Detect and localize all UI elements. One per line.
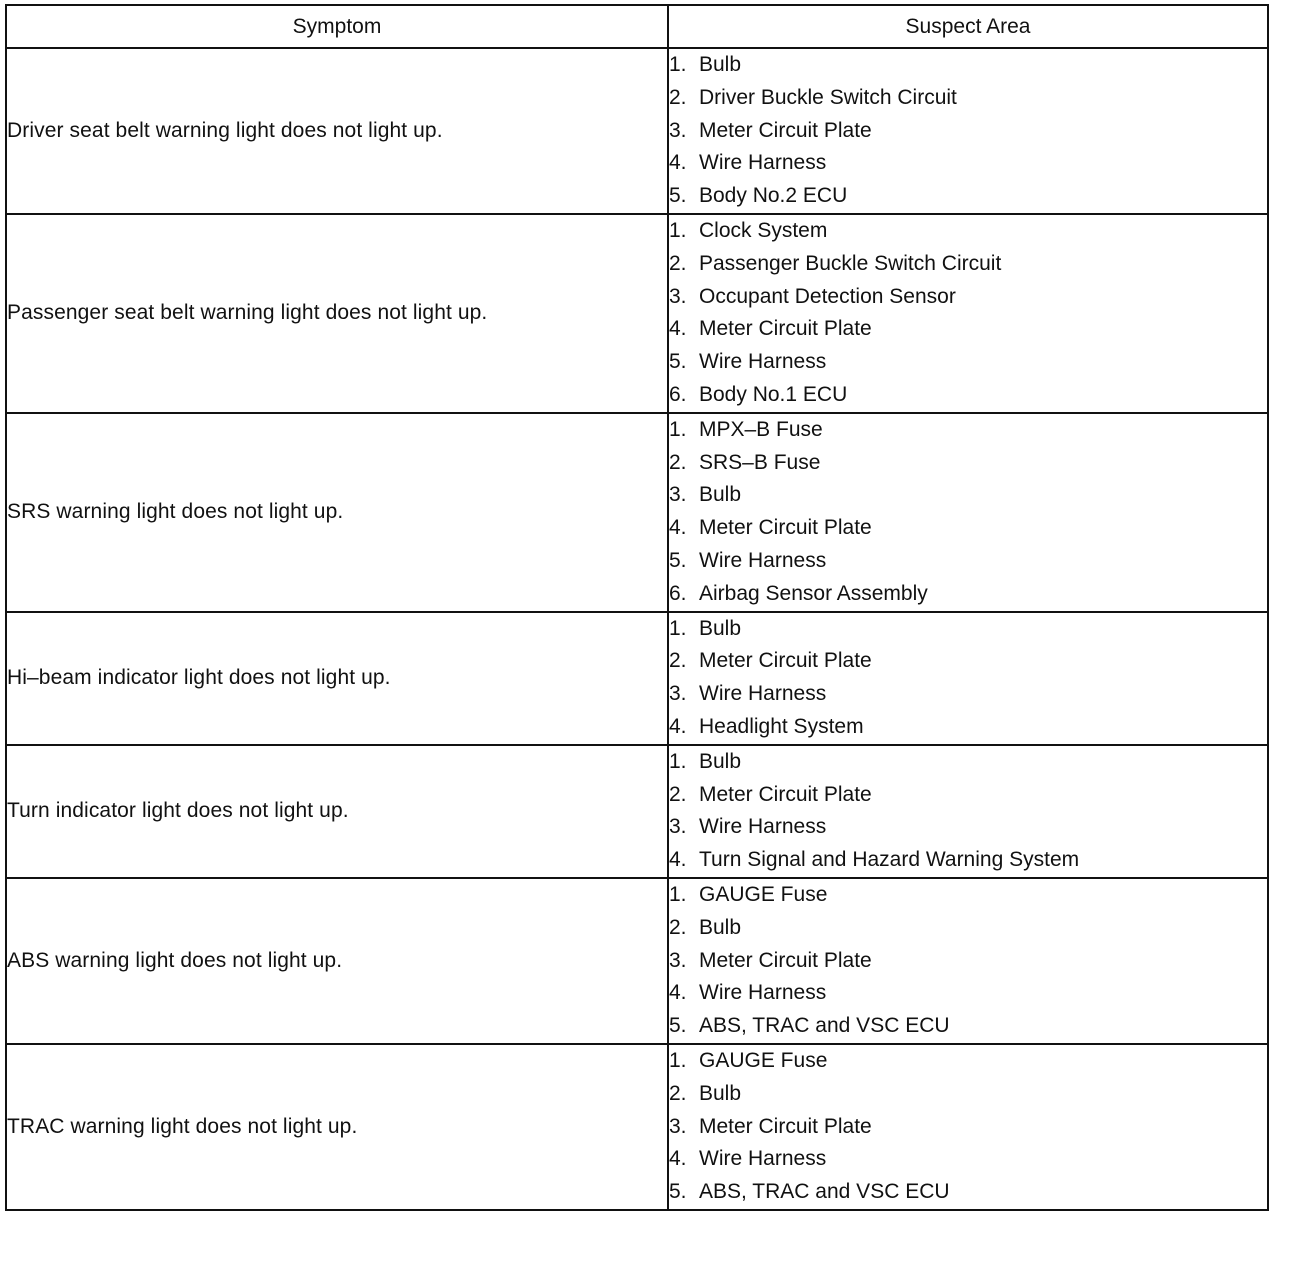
suspect-item [669, 678, 1267, 711]
suspect-area-cell [668, 48, 1268, 214]
suspect-item-text: Turn Signal and Hazard Warning System [699, 848, 1080, 872]
suspect-item [669, 1111, 1267, 1144]
suspect-item [669, 945, 1267, 978]
suspect-item-text: ABS, TRAC and VSC ECU [699, 1014, 950, 1038]
suspect-item-number: 4. [669, 714, 687, 738]
suspect-item-text: Wire Harness [699, 548, 827, 572]
suspect-area-header: Suspect Area [668, 5, 1268, 48]
suspect-item [669, 1010, 1267, 1043]
suspect-item [669, 248, 1267, 281]
suspect-item-text: Wire Harness [699, 151, 827, 175]
suspect-item [669, 447, 1267, 480]
suspect-item [669, 844, 1267, 877]
suspect-item [669, 1078, 1267, 1111]
suspect-item-number: 2. [669, 782, 687, 806]
suspect-item-text: Bulb [699, 1081, 742, 1105]
suspect-item [669, 346, 1267, 379]
table-row [6, 48, 1268, 214]
suspect-item-number: 1. [669, 417, 687, 441]
suspect-item-text: Bulb [699, 483, 742, 507]
suspect-item-number: 4. [669, 317, 687, 341]
suspect-item [669, 281, 1267, 314]
suspect-item-text: SRS–B Fuse [699, 450, 821, 474]
suspect-list [669, 879, 1267, 1043]
table-row [6, 1044, 1268, 1210]
suspect-item-number: 3. [669, 483, 687, 507]
table-header-row [6, 5, 1268, 48]
suspect-item-number: 1. [669, 616, 687, 640]
suspect-item-text: Clock System [699, 218, 828, 242]
suspect-item-text: Bulb [699, 616, 742, 640]
suspect-item [669, 414, 1267, 447]
suspect-item [669, 578, 1267, 611]
suspect-item-number: 1. [669, 53, 687, 76]
suspect-item [669, 811, 1267, 844]
symptom-cell: Passenger seat belt warning light does not light up. [6, 214, 668, 413]
suspect-item-text: GAUGE Fuse [699, 1048, 828, 1072]
suspect-area-cell [668, 745, 1268, 878]
suspect-item-text: Passenger Buckle Switch Circuit [699, 251, 1002, 275]
suspect-item [669, 1045, 1267, 1078]
symptom-cell: ABS warning light does not light up. [6, 878, 668, 1044]
suspect-item [669, 115, 1267, 148]
symptom-cell: Turn indicator light does not light up. [6, 745, 668, 878]
suspect-item-number: 5. [669, 548, 687, 572]
suspect-item [669, 545, 1267, 578]
suspect-area-cell [668, 413, 1268, 612]
suspect-item-text: Occupant Detection Sensor [699, 284, 956, 308]
suspect-item-number: 1. [669, 882, 687, 906]
suspect-item-text: Airbag Sensor Assembly [699, 581, 928, 605]
symptom-cell: Hi–beam indicator light does not light up. [6, 612, 668, 745]
suspect-item-number: 4. [669, 848, 687, 872]
suspect-list [669, 49, 1267, 213]
troubleshooting-table [5, 4, 1269, 1211]
symptom-cell: SRS warning light does not light up. [6, 413, 668, 612]
suspect-item-text: MPX–B Fuse [699, 417, 823, 441]
suspect-item-text: Wire Harness [699, 682, 827, 706]
suspect-item-text: Meter Circuit Plate [699, 948, 872, 972]
suspect-item [669, 479, 1267, 512]
suspect-item-number: 3. [669, 948, 687, 972]
table-row [6, 214, 1268, 413]
suspect-item-number: 3. [669, 815, 687, 839]
suspect-item-text: ABS, TRAC and VSC ECU [699, 1180, 950, 1204]
suspect-item-text: Meter Circuit Plate [699, 782, 872, 806]
suspect-item-number: 3. [669, 118, 687, 142]
suspect-item-number: 3. [669, 1114, 687, 1138]
suspect-item-number: 2. [669, 251, 687, 275]
suspect-item [669, 313, 1267, 346]
suspect-item-text: Headlight System [699, 714, 864, 738]
table-row [6, 413, 1268, 612]
suspect-item-text: Meter Circuit Plate [699, 516, 872, 540]
suspect-item-text: Body No.2 ECU [699, 184, 848, 208]
suspect-item-number: 1. [669, 218, 687, 242]
suspect-item-text: Meter Circuit Plate [699, 118, 872, 142]
suspect-item-number: 2. [669, 450, 687, 474]
suspect-item-number: 6. [669, 382, 687, 406]
table-row [6, 612, 1268, 745]
suspect-item-number: 5. [669, 1014, 687, 1038]
suspect-item-text: Bulb [699, 53, 742, 76]
suspect-item [669, 746, 1267, 779]
suspect-area-cell [668, 214, 1268, 413]
suspect-area-cell [668, 1044, 1268, 1210]
suspect-item-number: 2. [669, 85, 687, 109]
suspect-item [669, 1143, 1267, 1176]
suspect-item [669, 82, 1267, 115]
suspect-item-text: Wire Harness [699, 815, 827, 839]
suspect-item [669, 779, 1267, 812]
suspect-item [669, 613, 1267, 646]
symptom-cell: TRAC warning light does not light up. [6, 1044, 668, 1210]
suspect-item-text: Body No.1 ECU [699, 382, 848, 406]
suspect-area-cell [668, 612, 1268, 745]
suspect-item-number: 4. [669, 981, 687, 1005]
suspect-item-number: 2. [669, 649, 687, 673]
suspect-item-text: Driver Buckle Switch Circuit [699, 85, 957, 109]
suspect-list [669, 613, 1267, 744]
suspect-item-number: 4. [669, 516, 687, 540]
suspect-item-number: 5. [669, 1180, 687, 1204]
suspect-item-number: 3. [669, 284, 687, 308]
suspect-item-text: Wire Harness [699, 981, 827, 1005]
suspect-item [669, 1176, 1267, 1209]
suspect-item-text: Wire Harness [699, 350, 827, 374]
symptom-cell: Driver seat belt warning light does not light up. [6, 48, 668, 214]
suspect-list [669, 746, 1267, 877]
suspect-item [669, 977, 1267, 1010]
suspect-list [669, 414, 1267, 611]
suspect-item-text: GAUGE Fuse [699, 882, 828, 906]
suspect-item-number: 1. [669, 1048, 687, 1072]
suspect-list [669, 1045, 1267, 1209]
suspect-item [669, 147, 1267, 180]
suspect-item-number: 3. [669, 682, 687, 706]
suspect-item-text: Bulb [699, 915, 742, 939]
suspect-item [669, 379, 1267, 412]
suspect-item-number: 2. [669, 1081, 687, 1105]
suspect-item-number: 5. [669, 350, 687, 374]
suspect-item-number: 2. [669, 915, 687, 939]
suspect-item-text: Wire Harness [699, 1147, 827, 1171]
symptom-header: Symptom [6, 5, 668, 48]
suspect-item [669, 180, 1267, 213]
suspect-item-number: 4. [669, 1147, 687, 1171]
suspect-area-cell [668, 878, 1268, 1044]
table-row [6, 878, 1268, 1044]
suspect-item [669, 879, 1267, 912]
suspect-item [669, 215, 1267, 248]
suspect-item [669, 711, 1267, 744]
suspect-item-number: 6. [669, 581, 687, 605]
suspect-item-number: 5. [669, 184, 687, 208]
table-row [6, 745, 1268, 878]
suspect-item [669, 49, 1267, 82]
suspect-item [669, 912, 1267, 945]
suspect-item-text: Bulb [699, 749, 742, 773]
suspect-item-text: Meter Circuit Plate [699, 317, 872, 341]
suspect-list [669, 215, 1267, 412]
suspect-item [669, 645, 1267, 678]
suspect-item-number: 4. [669, 151, 687, 175]
suspect-item-text: Meter Circuit Plate [699, 1114, 872, 1138]
suspect-item-text: Meter Circuit Plate [699, 649, 872, 673]
table-body [6, 48, 1268, 1210]
suspect-item [669, 512, 1267, 545]
suspect-item-number: 1. [669, 749, 687, 773]
